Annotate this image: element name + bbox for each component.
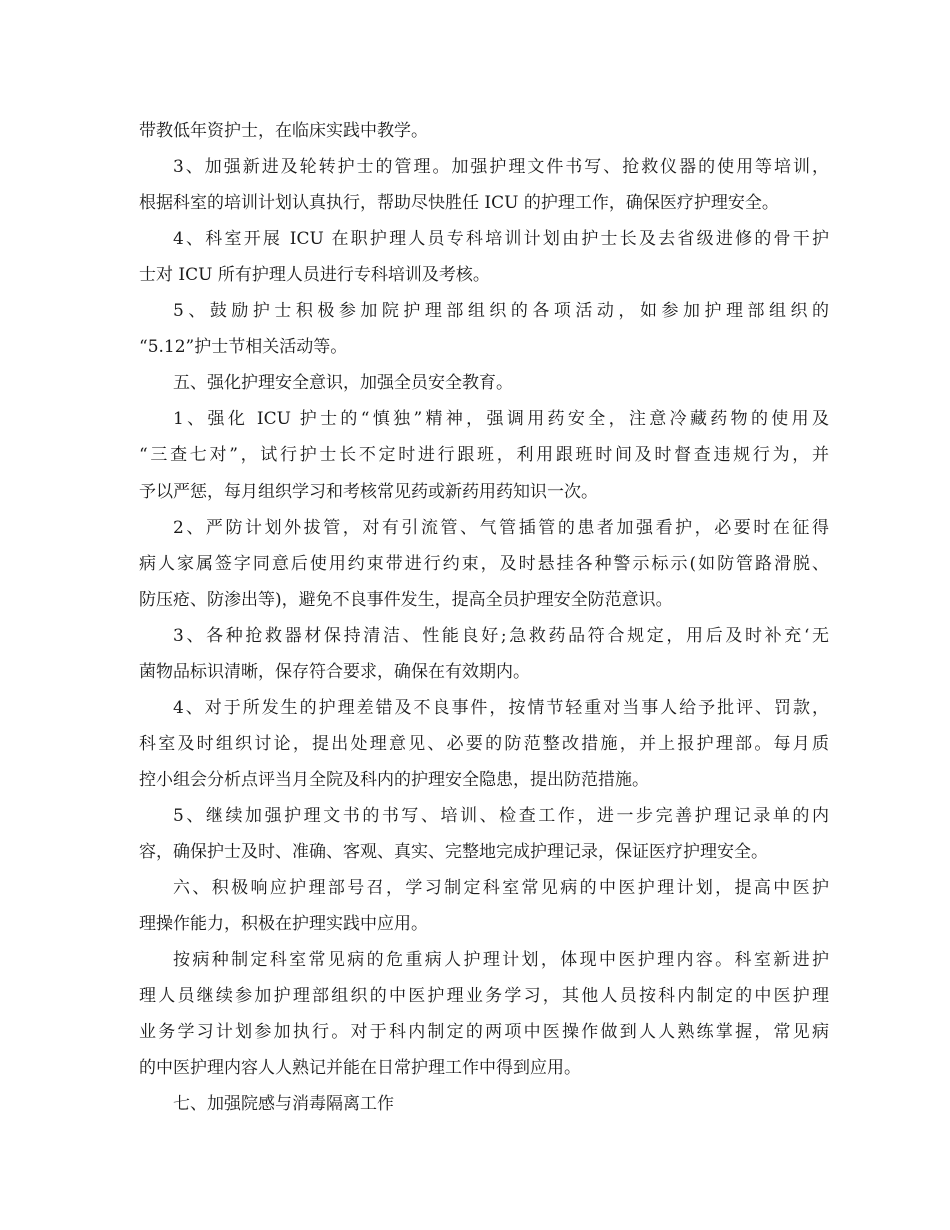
text-line: 七、加强院感与消毒隔离工作 (173, 1094, 394, 1114)
text-line: 士对 ICU 所有护理人员进行专科培训及考核。 (139, 265, 490, 285)
text-line: 5、继续加强护理文书的书写、培训、检查工作，进一步完善护理记录单的内 (173, 806, 829, 826)
text-line: 予以严惩，每月组织学习和考核常见药或新药用药知识一次。 (139, 482, 598, 502)
text-line: 4、对于所发生的护理差错及不良事件，按情节轻重对当事人给予批评、罚款， (173, 698, 829, 718)
text-line: 理操作能力，积极在护理实践中应用。 (139, 914, 428, 934)
text-line: 带教低年资护士，在临床实践中教学。 (139, 121, 428, 141)
text-line: 病人家属签字同意后使用约束带进行约束，及时悬挂各种警示标示(如防管路滑脱、 (139, 554, 829, 574)
text-line: “5.12”护士节相关活动等。 (139, 337, 348, 357)
text-line: 按病种制定科室常见病的危重病人护理计划，体现中医护理内容。科室新进护 (173, 950, 829, 970)
text-line: 的中医护理内容人人熟记并能在日常护理工作中得到应用。 (139, 1058, 581, 1078)
text-line: 防压疮、防渗出等)，避免不良事件发生，提高全员护理安全防范意识。 (139, 590, 673, 610)
text-line: 3、各种抢救器材保持清洁、性能良好;急救药品符合规定，用后及时补充‘无 (173, 626, 829, 646)
text-line: 3、加强新进及轮转护士的管理。加强护理文件书写、抢救仪器的使用等培训， (173, 157, 829, 177)
text-line: 菌物品标识清晰，保存符合要求，确保在有效期内。 (139, 662, 530, 682)
text-line: 六、积极响应护理部号召，学习制定科室常见病的中医护理计划，提高中医护 (173, 878, 829, 898)
text-line: 4、科室开展 ICU 在职护理人员专科培训计划由护士长及去省级进修的骨干护 (173, 229, 829, 249)
text-line: 容，确保护士及时、准确、客观、真实、完整地完成护理记录，保证医疗护理安全。 (139, 842, 768, 862)
text-line: 2、严防计划外拔管，对有引流管、气管插管的患者加强看护，必要时在征得 (173, 518, 829, 538)
text-line: “三查七对”，试行护士长不定时进行跟班，利用跟班时间及时督查违规行为，并 (139, 445, 829, 465)
text-line: 5、鼓励护士积极参加院护理部组织的各项活动，如参加护理部组织的 (173, 301, 829, 321)
text-line: 1、强化 ICU 护士的“慎独”精神，强调用药安全，注意冷藏药物的使用及 (173, 409, 829, 429)
text-line: 控小组会分析点评当月全院及科内的护理安全隐患，提出防范措施。 (139, 770, 649, 790)
text-line: 业务学习计划参加执行。对于科内制定的两项中医操作做到人人熟练掌握，常见病 (139, 1022, 829, 1042)
text-line: 五、强化护理安全意识，加强全员安全教育。 (173, 373, 513, 393)
text-line: 理人员继续参加护理部组织的中医护理业务学习，其他人员按科内制定的中医护理 (139, 986, 829, 1006)
text-line: 科室及时组织讨论，提出处理意见、必要的防范整改措施，并上报护理部。每月质 (139, 734, 829, 754)
text-line: 根据科室的培训计划认真执行，帮助尽快胜任 ICU 的护理工作，确保医疗护理安全。 (139, 193, 779, 213)
